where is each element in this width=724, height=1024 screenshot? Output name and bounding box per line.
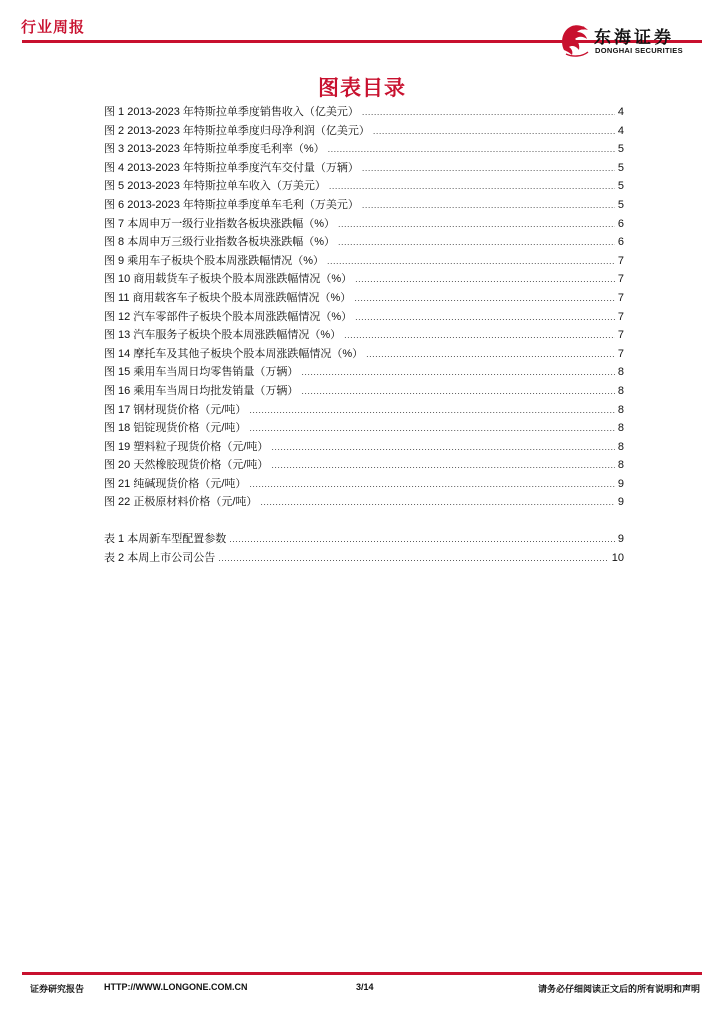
toc-figure-entry[interactable] [104, 196, 624, 215]
dot-leader [355, 308, 615, 327]
toc-entry-page: 5 [617, 161, 624, 174]
dot-leader [329, 177, 615, 196]
toc-entry-page: 4 [617, 106, 624, 118]
toc-entry-label: 图 7 本周申万一级行业指数各板块涨跌幅（%） [104, 217, 336, 230]
dot-leader [271, 456, 614, 475]
toc-entry-page: 10 [611, 551, 624, 564]
company-logo [558, 20, 708, 62]
toc-figure-entry[interactable] [104, 493, 624, 512]
toc-entry-label: 图 8 本周申万三级行业指数各板块涨跌幅（%） [104, 236, 336, 249]
toc-entry-label: 图 18 铝锭现货价格（元/吨） [104, 422, 247, 435]
dot-leader [327, 252, 615, 271]
toc-entry-label: 图 22 正极原材料价格（元/吨） [104, 496, 258, 509]
toc-entry-page: 5 [617, 198, 624, 211]
toc-entry-label: 表 1 本周新车型配置参数 [104, 533, 227, 546]
logo-english-name: DONGHAI SECURITIES [595, 46, 683, 55]
toc-figure-entry[interactable] [104, 345, 624, 364]
toc-entry-page: 7 [617, 254, 624, 267]
footer-page-number: 3/14 [356, 982, 374, 992]
toc-figure-entry[interactable] [104, 159, 624, 178]
table-list [104, 530, 624, 567]
toc-entry-label: 图 1 2013-2023 年特斯拉单季度销售收入（亿美元） [104, 106, 359, 118]
toc-entry-page: 7 [617, 329, 624, 342]
toc-entry-label: 图 19 塑料粒子现货价格（元/吨） [104, 440, 269, 453]
toc-figure-entry[interactable] [104, 215, 624, 234]
toc-entry-page: 8 [617, 440, 624, 453]
toc-entry-page: 8 [617, 422, 624, 435]
toc-entry-label: 图 17 钢材现货价格（元/吨） [104, 403, 247, 416]
toc-entry-label: 图 15 乘用车当周日均零售销量（万辆） [104, 366, 299, 379]
toc-figure-entry[interactable] [104, 382, 624, 401]
toc-entry-label: 图 10 商用载货车子板块个股本周涨跌幅情况（%） [104, 273, 353, 286]
toc-entry-page: 6 [617, 217, 624, 230]
toc-figure-entry[interactable] [104, 438, 624, 457]
toc-entry-label: 图 9 乘用车子板块个股本周涨跌幅情况（%） [104, 254, 325, 267]
toc-entry-page: 9 [617, 496, 624, 509]
dot-leader [354, 289, 615, 308]
toc-entry-page: 6 [617, 236, 624, 249]
toc-entry-page: 7 [617, 273, 624, 286]
toc-entry-label: 图 16 乘用车当周日均批发销量（万辆） [104, 384, 299, 397]
dot-leader [260, 493, 614, 512]
footer-report-label: 证券研究报告 [30, 984, 85, 994]
dot-leader [249, 475, 614, 494]
toc-entry-page: 7 [617, 347, 624, 360]
dot-leader [229, 530, 615, 549]
dot-leader [355, 270, 615, 289]
toc-entry-label: 图 3 2013-2023 年特斯拉单季度毛利率（%） [104, 143, 325, 156]
dot-leader [249, 401, 614, 420]
toc-entry-page: 5 [617, 180, 624, 193]
toc-entry-page: 7 [617, 310, 624, 323]
dot-leader [301, 363, 615, 382]
toc-figure-entry[interactable] [104, 103, 624, 122]
list-spacer [104, 512, 624, 530]
toc-figure-entry[interactable] [104, 326, 624, 345]
toc-entry-page: 4 [617, 124, 624, 137]
logo-chinese-name: 东海证券 [594, 28, 674, 47]
toc-figure-entry[interactable] [104, 419, 624, 438]
toc-entry-page: 7 [617, 291, 624, 304]
toc-figure-entry[interactable] [104, 308, 624, 327]
toc-entry-label: 图 20 天然橡胶现货价格（元/吨） [104, 459, 269, 472]
dot-leader [362, 196, 615, 215]
toc-figure-entry[interactable] [104, 140, 624, 159]
toc-figure-entry[interactable] [104, 401, 624, 420]
toc-figure-entry[interactable] [104, 233, 624, 252]
footer-disclaimer: 请务必仔细阅读正文后的所有说明和声明 [537, 984, 700, 994]
toc-figure-entry[interactable] [104, 270, 624, 289]
dot-leader [344, 326, 615, 345]
toc-entry-label: 图 13 汽车服务子板块个股本周涨跌幅情况（%） [104, 329, 342, 342]
toc-entry-label: 图 4 2013-2023 年特斯拉单季度汽车交付量（万辆） [104, 161, 359, 174]
dot-leader [249, 419, 614, 438]
dot-leader [271, 438, 614, 457]
toc-entry-label: 图 2 2013-2023 年特斯拉单季度归母净利润（亿美元） [104, 124, 370, 137]
dot-leader [328, 140, 615, 159]
dot-leader [373, 122, 615, 141]
table-of-figures [104, 103, 624, 567]
dot-leader [218, 549, 609, 568]
dot-leader [338, 233, 615, 252]
toc-figure-entry[interactable] [104, 456, 624, 475]
toc-figure-entry[interactable] [104, 363, 624, 382]
toc-entry-label: 图 12 汽车零部件子板块个股本周涨跌幅情况（%） [104, 310, 353, 323]
dot-leader [362, 159, 615, 178]
toc-entry-page: 8 [617, 366, 624, 379]
dragon-logo-icon [558, 20, 594, 58]
toc-entry-page: 9 [617, 477, 624, 490]
toc-entry-label: 图 6 2013-2023 年特斯拉单季度单车毛利（万美元） [104, 198, 359, 211]
footer-divider [22, 972, 702, 975]
dot-leader [366, 345, 615, 364]
toc-entry-label: 表 2 本周上市公司公告 [104, 551, 216, 564]
report-type-label: 行业周报 [21, 19, 86, 36]
toc-table-entry[interactable] [104, 549, 624, 568]
toc-entry-page: 5 [617, 143, 624, 156]
toc-figure-entry[interactable] [104, 177, 624, 196]
toc-entry-page: 9 [617, 533, 624, 546]
dot-leader [338, 215, 615, 234]
figure-list [104, 103, 624, 512]
toc-figure-entry[interactable] [104, 122, 624, 141]
toc-figure-entry[interactable] [104, 289, 624, 308]
dot-leader [362, 103, 615, 122]
toc-figure-entry[interactable] [104, 252, 624, 271]
toc-entry-label: 图 11 商用载客车子板块个股本周涨跌幅情况（%） [104, 291, 352, 304]
toc-entry-label: 图 5 2013-2023 年特斯拉单车收入（万美元） [104, 180, 326, 193]
toc-entry-page: 8 [617, 403, 624, 416]
toc-table-entry[interactable] [104, 530, 624, 549]
dot-leader [301, 382, 615, 401]
toc-entry-label: 图 14 摩托车及其他子板块个股本周涨跌幅情况（%） [104, 347, 364, 360]
toc-title: 图表目录 [318, 77, 406, 100]
toc-figure-entry[interactable] [104, 475, 624, 494]
toc-entry-label: 图 21 纯碱现货价格（元/吨） [104, 477, 247, 490]
footer-website-link[interactable]: HTTP://WWW.LONGONE.COM.CN [104, 982, 248, 992]
toc-entry-page: 8 [617, 459, 624, 472]
toc-entry-page: 8 [617, 384, 624, 397]
